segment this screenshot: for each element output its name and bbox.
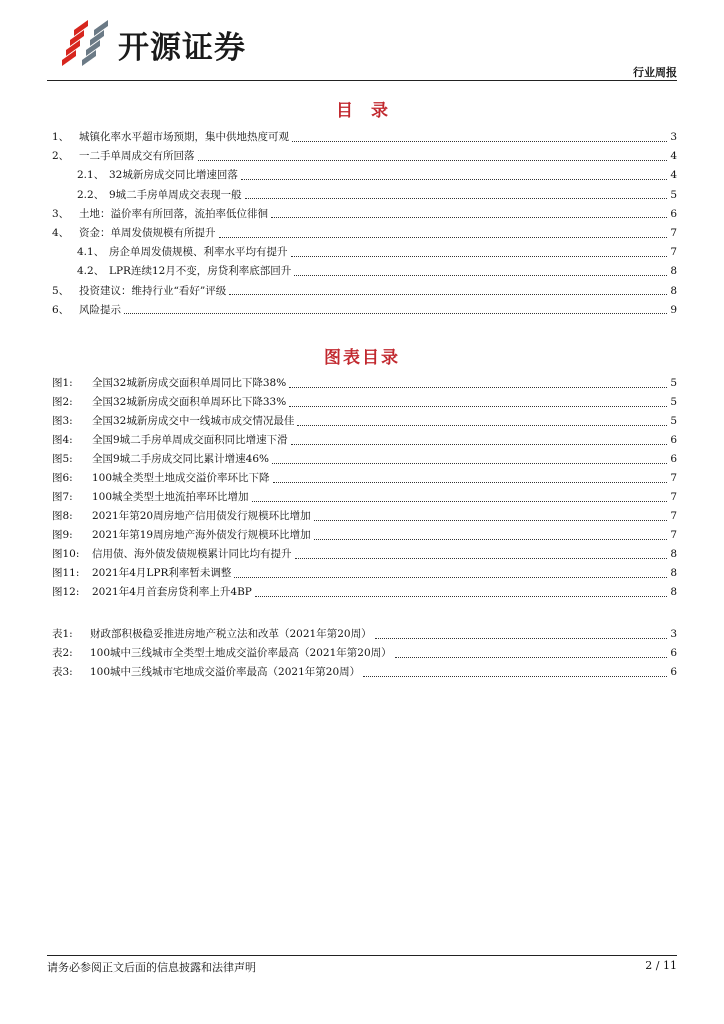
toc-entry-text: 投资建议：维持行业“看好”评级	[79, 284, 227, 297]
figure-entry-number: 图2:	[52, 396, 73, 408]
figures-toc-title: 图表目录	[324, 348, 400, 368]
toc-entry-page: 8	[670, 265, 677, 278]
toc-entry-text: 一二手单周成交有所回落	[79, 150, 195, 163]
toc-entry-number: 5、	[52, 284, 70, 297]
dot-leader	[297, 415, 667, 426]
page-indicator: 2 / 11	[645, 959, 677, 972]
toc-entry-page: 7	[670, 246, 677, 259]
table-entry[interactable]	[52, 646, 677, 660]
figure-entry-number: 图10:	[52, 548, 80, 560]
kaiyuan-logo-icon	[56, 20, 114, 66]
toc-entry-page: 5	[670, 188, 677, 201]
figure-entry-text: 全国9城二手房单周成交面积同比增速下滑	[92, 434, 288, 446]
toc-entry[interactable]	[52, 226, 677, 240]
figure-entry-text: 100城全类型土地流拍率环比增加	[92, 491, 249, 503]
figure-entry-text: 2021年第19周房地产海外债发行规模环比增加	[92, 529, 311, 541]
figure-entry-text: 2021年第20周房地产信用债发行规模环比增加	[92, 510, 311, 522]
table-entry[interactable]	[52, 627, 677, 641]
figure-entry[interactable]	[52, 585, 677, 599]
toc-entry-text: LPR连续12月不变，房贷利率底部回升	[109, 265, 292, 278]
kaiyuan-logo	[56, 20, 296, 66]
toc-entry[interactable]	[77, 168, 677, 182]
report-type-label: 行业周报	[633, 66, 677, 79]
table-entry-page: 3	[670, 628, 677, 640]
figure-entry-number: 图6:	[52, 472, 73, 484]
figure-entry-page: 7	[670, 491, 677, 503]
dot-leader	[241, 169, 667, 180]
toc-entry-page: 7	[670, 227, 677, 239]
figure-entry-page: 7	[670, 529, 677, 541]
figure-entry[interactable]	[52, 376, 677, 390]
toc-title: 目录	[336, 101, 406, 121]
dot-leader	[375, 628, 668, 639]
dot-leader	[363, 666, 667, 677]
figure-entry[interactable]	[52, 452, 677, 466]
figure-entry-page: 5	[670, 396, 677, 408]
toc-entry[interactable]	[77, 264, 677, 278]
table-entry-text: 100城中三线城市全类型土地成交溢价率最高（2021年第20周）	[90, 647, 392, 659]
toc-entry-number: 4.2、	[77, 265, 105, 278]
figure-entry-page: 5	[670, 377, 677, 389]
dot-leader	[314, 529, 668, 540]
toc-entry-text: 房企单周发债规模、利率水平均有提升	[109, 246, 288, 259]
toc-entry-number: 2.1、	[77, 169, 105, 182]
dot-leader	[255, 586, 667, 597]
toc-entry-number: 2.2、	[77, 188, 105, 201]
figure-entry[interactable]	[52, 566, 677, 580]
dot-leader	[289, 377, 667, 388]
toc-entry-page: 4	[670, 169, 677, 182]
toc-entry-page: 3	[670, 131, 677, 143]
figure-entry[interactable]	[52, 528, 677, 542]
toc-entry-number: 2、	[52, 150, 70, 163]
toc-entry-text: 土地：溢价率有所回落，流拍率低位徘徊	[79, 207, 268, 220]
toc-entry-text: 城镇化率水平超市场预期，集中供地热度可观	[79, 131, 289, 143]
figure-entry-number: 图11:	[52, 567, 80, 579]
toc-entry-page: 9	[670, 303, 677, 316]
dot-leader	[245, 188, 668, 199]
table-entry-page: 6	[670, 647, 677, 659]
toc-entry-text: 风险提示	[79, 303, 121, 316]
figure-entry-number: 图7:	[52, 491, 73, 503]
dot-leader	[272, 453, 667, 464]
toc-entry-text: 32城新房成交同比增速回落	[109, 169, 238, 182]
figure-entry-number: 图12:	[52, 586, 80, 598]
figure-entry[interactable]	[52, 414, 677, 428]
figure-entry-page: 8	[670, 548, 677, 560]
toc-entry[interactable]	[52, 130, 677, 144]
figure-entry-number: 图3:	[52, 415, 73, 427]
figure-entry-page: 7	[670, 472, 677, 484]
page-header	[0, 0, 724, 80]
figure-entry[interactable]	[52, 471, 677, 485]
logo-text: 开源证券	[118, 30, 246, 66]
figure-entry-text: 信用债、海外债发债规模累计同比均有提升	[92, 548, 292, 560]
toc-entry[interactable]	[52, 303, 677, 317]
dot-leader	[294, 265, 667, 276]
dot-leader	[234, 567, 667, 578]
table-entry-text: 财政部积极稳妥推进房地产税立法和改革（2021年第20周）	[90, 628, 372, 640]
footer-disclaimer: 请务必参阅正文后面的信息披露和法律声明	[47, 961, 256, 974]
figure-entry-number: 图9:	[52, 529, 73, 541]
figure-entry-text: 全国32城新房成交中一线城市成交情况最佳	[92, 415, 295, 427]
figure-entry-page: 6	[670, 453, 677, 465]
table-entry-number: 表2:	[52, 647, 73, 659]
toc-entry[interactable]	[77, 188, 677, 202]
dot-leader	[219, 227, 668, 238]
toc-entry[interactable]	[52, 207, 677, 221]
dot-leader	[291, 246, 668, 257]
dot-leader	[229, 284, 667, 295]
dot-leader	[273, 472, 668, 483]
toc-entry-number: 4.1、	[77, 246, 105, 259]
toc-entry-page: 4	[670, 150, 677, 163]
dot-leader	[295, 548, 668, 559]
dot-leader	[271, 207, 667, 218]
table-entry[interactable]	[52, 665, 677, 679]
dot-leader	[124, 303, 667, 314]
figure-entry-number: 图8:	[52, 510, 73, 522]
toc-entry-number: 3、	[52, 207, 70, 220]
table-entry-number: 表1:	[52, 628, 73, 640]
toc-entry-page: 8	[670, 284, 677, 297]
figure-entry-number: 图4:	[52, 434, 73, 446]
figure-entry[interactable]	[52, 490, 677, 504]
toc-entry[interactable]	[52, 149, 677, 163]
figure-entry-number: 图5:	[52, 453, 73, 465]
figure-entry-text: 2021年4月LPR利率暂未调整	[92, 567, 232, 579]
table-entry-text: 100城中三线城市宅地成交溢价率最高（2021年第20周）	[90, 666, 361, 678]
figure-entry-number: 图1:	[52, 377, 73, 389]
toc-entry-number: 4、	[52, 227, 70, 239]
figure-entry-text: 全国9城二手房成交同比累计增速46%	[92, 453, 270, 465]
figure-entry-text: 全国32城新房成交面积单周同比下降38%	[92, 377, 287, 389]
figure-entry[interactable]	[52, 433, 677, 447]
figure-entry-page: 6	[670, 434, 677, 446]
figure-entry-page: 8	[670, 567, 677, 579]
figure-entry-text: 全国32城新房成交面积单周环比下降33%	[92, 396, 287, 408]
toc-entry-page: 6	[670, 207, 677, 220]
dot-leader	[314, 510, 668, 521]
figure-entry-page: 7	[670, 510, 677, 522]
dot-leader	[395, 647, 668, 658]
toc-entry-text: 资金：单周发债规模有所提升	[79, 227, 216, 239]
dot-leader	[252, 491, 668, 502]
toc-entry-number: 1、	[52, 131, 70, 143]
toc-entry[interactable]	[77, 245, 677, 259]
figure-entry[interactable]	[52, 547, 677, 561]
figure-entry-text: 100城全类型土地成交溢价率环比下降	[92, 472, 270, 484]
dot-leader	[289, 396, 667, 407]
figure-entry-text: 2021年4月首套房贷利率上升4BP	[92, 586, 252, 598]
header-divider	[47, 80, 677, 81]
table-entry-number: 表3:	[52, 666, 73, 678]
dot-leader	[198, 150, 668, 161]
toc-entry[interactable]	[52, 284, 677, 298]
figure-entry-page: 8	[670, 586, 677, 598]
figure-entry[interactable]	[52, 395, 677, 409]
toc-entry-number: 6、	[52, 303, 70, 316]
table-entry-page: 6	[670, 666, 677, 678]
figure-entry[interactable]	[52, 509, 677, 523]
footer-divider	[47, 955, 677, 956]
figure-entry-page: 5	[670, 415, 677, 427]
dot-leader	[292, 131, 667, 142]
toc-entry-text: 9城二手房单周成交表现一般	[109, 188, 242, 201]
dot-leader	[291, 434, 668, 445]
